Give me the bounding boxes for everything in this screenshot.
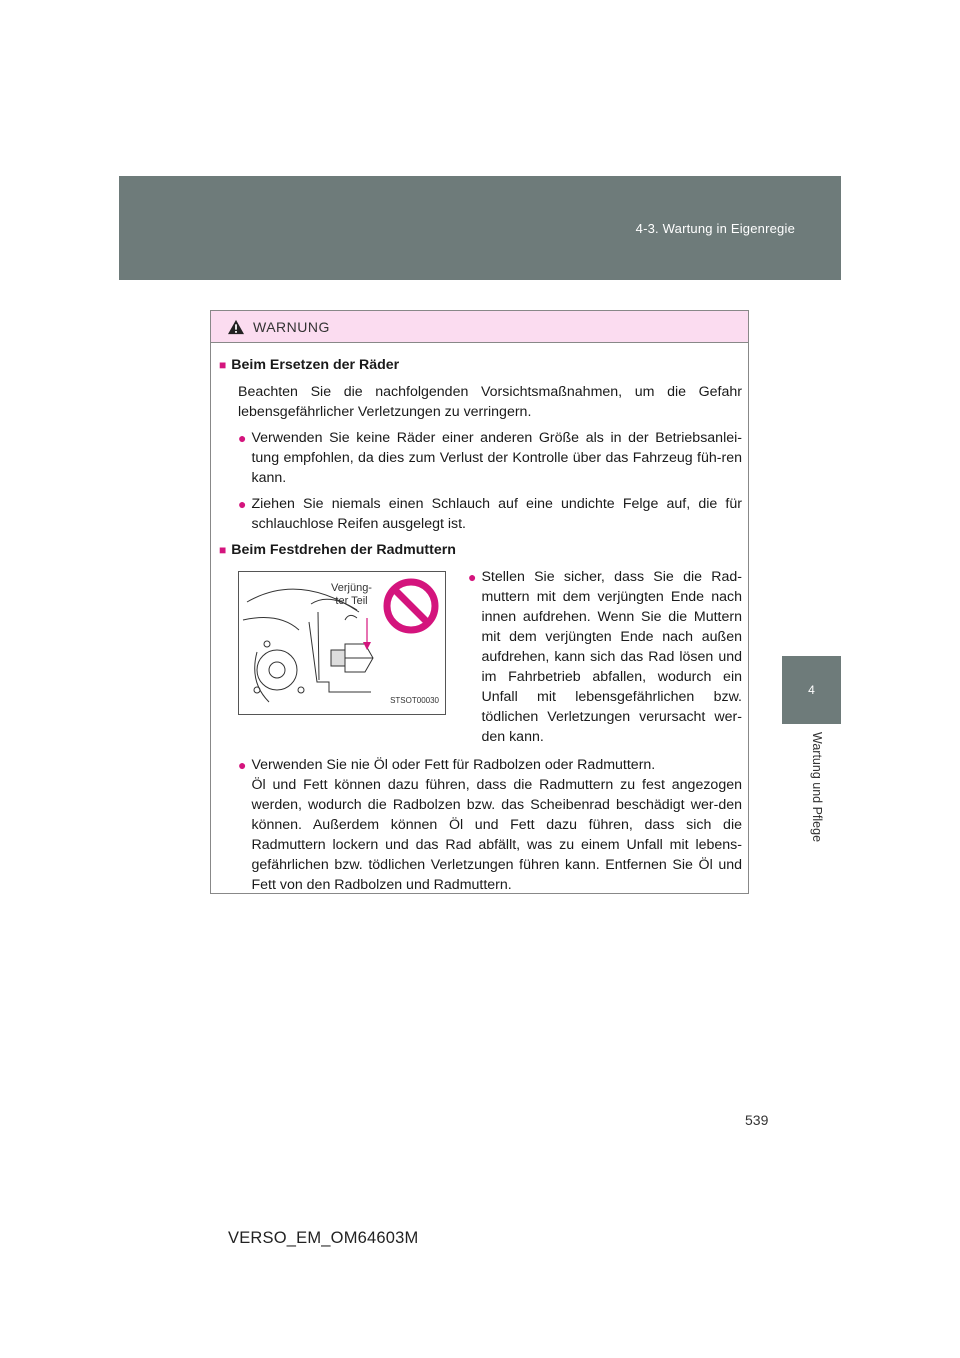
chapter-label: Wartung und Pflege [810, 732, 824, 843]
square-bullet-icon: ■ [219, 543, 227, 557]
section1-bullet2: Ziehen Sie niemals einen Schlauch auf eine undichte Felge auf, die für schlauchlose Reifen ausgelegt ist. [251, 496, 742, 532]
wheel-nut-figure [238, 571, 446, 715]
figure-row [238, 567, 742, 753]
list-item [238, 755, 742, 895]
square-bullet-icon: ■ [219, 358, 227, 372]
chapter-tab [782, 656, 841, 724]
list-item [468, 567, 742, 747]
circle-bullet-icon: ● [238, 496, 247, 512]
page-number: 539 [745, 1112, 769, 1128]
circle-bullet-icon: ● [238, 757, 247, 773]
section2-bullet2-line2: Öl und Fett können dazu führen, dass die Radmuttern zu fest angezogen werden, wodurch die Radbolzen bzw. das Scheibenrad beschädigt wer-den können. Außerdem können Öl und Fett dazu führen, dass sich die Radmuttern lockern und das Rad abfällt, was zu einem Unfall mit lebens-gefährlichen bzw. tödlichen Verletzungen führen kann. Entfernen Sie Öl und Fett von den Radbolzen und Radmuttern. [251, 777, 742, 893]
figure-label [331, 582, 372, 608]
list-item [238, 428, 742, 488]
section2-bullet1: Stellen Sie sicher, dass Sie die Rad-muttern mit dem verjüngten Ende nach innen aufdrehen. Wenn Sie die Muttern mit dem verjüngten Ende nach außen aufdrehen, kann sich das Rad lösen und im Fahrbetrieb abfallen, wodurch ein Unfall mit lebensgefährlichen bzw. tödlichen Verletzungen verursacht wer-den kann. [481, 569, 742, 745]
circle-bullet-icon: ● [238, 430, 247, 446]
figure-label-line2: ter Teil [335, 595, 368, 607]
prohibition-icon [387, 582, 435, 630]
section1-intro: Beachten Sie die nachfolgenden Vorsichtsmaßnahmen, um die Gefahr lebensgefährlicher Verletzungen zu verringern. [238, 384, 742, 420]
warning-box [210, 310, 749, 894]
circle-bullet-icon: ● [468, 569, 477, 585]
warning-triangle-icon [227, 319, 245, 335]
section-heading [219, 355, 742, 375]
section2-heading: Beim Festdrehen der Radmuttern [231, 542, 456, 558]
section2-bullet2-line1: Verwenden Sie nie Öl oder Fett für Radbolzen oder Radmuttern. [251, 757, 656, 773]
chapter-number: 4 [808, 683, 815, 697]
figure-code: STSOT00030 [390, 696, 439, 705]
warning-content [211, 343, 748, 895]
section2-bullet2 [251, 755, 742, 895]
figure-side-text [468, 567, 742, 753]
section1-bullet1: Verwenden Sie keine Räder einer anderen Größe als in der Betriebsanlei-tung empfohlen, da dies zum Verlust der Kontrolle über das Fahrzeug füh-ren kann. [251, 430, 742, 486]
warning-header [211, 311, 748, 343]
section-title: 4-3. Wartung in Eigenregie [635, 221, 795, 236]
document-code: VERSO_EM_OM64603M [228, 1229, 419, 1247]
figure-label-line1: Verjüng- [331, 582, 372, 594]
section1-heading: Beim Ersetzen der Räder [231, 357, 400, 373]
header-band [119, 176, 841, 280]
warning-title: WARNUNG [253, 318, 330, 335]
list-item [238, 494, 742, 534]
section-heading [219, 540, 742, 560]
